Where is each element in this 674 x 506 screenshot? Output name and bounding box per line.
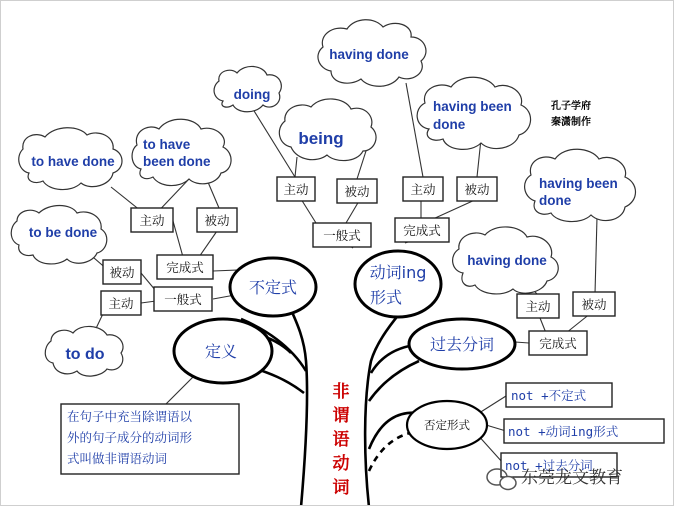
cloud-text-to-have-been-done-1: to have xyxy=(143,137,191,152)
diagram-canvas xyxy=(1,1,674,506)
svg-text:主动: 主动 xyxy=(410,182,436,197)
cloud-being xyxy=(279,99,376,161)
cloud-text-doing: doing xyxy=(233,87,271,102)
trunk-title-char-2: 谓 xyxy=(332,406,350,426)
definition-node xyxy=(174,319,272,383)
box-inf-simple xyxy=(154,287,212,311)
cloud-text-to-have-been-done-2: been done xyxy=(143,154,211,169)
svg-text:not +动词ing形式: not +动词ing形式 xyxy=(508,424,619,439)
svg-text:主动: 主动 xyxy=(525,299,551,314)
cloud-to-do xyxy=(45,326,123,376)
past-participle-label: 过去分词 xyxy=(429,335,495,354)
box-pp-passive xyxy=(573,292,615,316)
svg-text:完成式: 完成式 xyxy=(166,260,204,275)
box-inf-simple-active xyxy=(101,291,141,315)
svg-text:被动: 被动 xyxy=(344,184,370,199)
definition-box xyxy=(61,404,239,474)
definition-line-1: 在句子中充当除谓语以 xyxy=(67,409,193,424)
box-inf-perfect xyxy=(157,255,213,279)
cloud-text-being: being xyxy=(298,129,344,148)
cloud-to-be-done xyxy=(11,206,107,264)
svg-text:一般式: 一般式 xyxy=(164,292,202,307)
cloud-text-having-done-right: having done xyxy=(467,253,547,268)
box-ger-perfect-active xyxy=(403,177,443,201)
svg-text:被动: 被动 xyxy=(581,297,607,312)
negative-form-label: 否定形式 xyxy=(424,418,470,432)
box-pp-perfect xyxy=(529,331,587,355)
cloud-text-to-have-done: to have done xyxy=(31,154,115,169)
cloud-text-having-been-done-right-2: done xyxy=(539,193,572,208)
definition-label: 定义 xyxy=(204,342,238,361)
cloud-text-having-been-done-right-1: having been xyxy=(539,176,618,191)
svg-text:被动: 被动 xyxy=(109,265,135,280)
box-ger-simple xyxy=(313,223,371,247)
past-participle-node xyxy=(409,319,515,369)
negative-box-infinitive xyxy=(506,383,612,407)
svg-text:被动: 被动 xyxy=(464,182,490,197)
cloud-text-having-been-done-top-1: having been xyxy=(433,99,512,114)
gerund-label-line2: 形式 xyxy=(369,288,403,307)
box-ger-perfect-passive xyxy=(457,177,497,201)
svg-text:not +过去分词: not +过去分词 xyxy=(505,458,593,473)
cloud-text-to-do: to do xyxy=(65,346,105,363)
cloud-having-been-done-right xyxy=(525,149,636,221)
negative-box-gerund xyxy=(504,419,664,443)
cloud-having-been-done-top xyxy=(417,77,530,149)
cloud-doing xyxy=(214,66,281,111)
cloud-text-having-done-top: having done xyxy=(329,47,409,62)
definition-line-2: 外的句子成分的动词形 xyxy=(67,430,193,445)
tree-trunk xyxy=(241,303,421,506)
svg-text:主动: 主动 xyxy=(283,182,309,197)
box-ger-simple-active xyxy=(277,177,315,201)
cloud-text-having-been-done-top-2: done xyxy=(433,117,466,132)
box-inf-simple-passive xyxy=(103,260,141,284)
infinitive-label: 不定式 xyxy=(248,278,298,297)
svg-text:完成式: 完成式 xyxy=(539,336,577,351)
box-inf-perfect-passive xyxy=(197,208,237,232)
svg-text:完成式: 完成式 xyxy=(403,223,441,238)
svg-text:被动: 被动 xyxy=(204,213,230,228)
definition-line-3: 式叫做非谓语动词 xyxy=(67,451,168,466)
gerund-node xyxy=(355,251,441,317)
watermark-text: 东莞龙文教育 xyxy=(521,468,623,488)
cloud-having-done-top xyxy=(318,20,426,87)
credit-line-1: 孔子学府 xyxy=(551,101,591,112)
trunk-title-char-4: 动 xyxy=(332,454,350,474)
svg-text:not +不定式: not +不定式 xyxy=(511,388,587,403)
box-pp-active xyxy=(517,294,559,318)
trunk-title xyxy=(333,381,350,498)
cloud-to-have-done xyxy=(19,128,122,190)
trunk-title-char-1: 非 xyxy=(332,382,350,402)
svg-text:一般式: 一般式 xyxy=(323,228,361,243)
negative-form-node xyxy=(407,401,487,449)
cloud-having-done-right xyxy=(453,227,559,294)
cloud-text-to-be-done: to be done xyxy=(28,225,98,240)
svg-text:主动: 主动 xyxy=(139,213,165,228)
cloud-to-have-been-done xyxy=(132,119,231,185)
credit-line-2: 秦潇制作 xyxy=(551,117,591,128)
svg-text:主动: 主动 xyxy=(108,296,134,311)
box-inf-perfect-active xyxy=(131,208,173,232)
infinitive-node xyxy=(230,258,316,316)
trunk-title-char-3: 语 xyxy=(332,430,350,450)
trunk-title-char-5: 词 xyxy=(332,478,350,498)
box-ger-simple-passive xyxy=(337,179,377,203)
gerund-label-line1: 动词ing xyxy=(369,263,427,282)
credit-label xyxy=(550,99,591,128)
box-ger-perfect xyxy=(395,218,449,242)
